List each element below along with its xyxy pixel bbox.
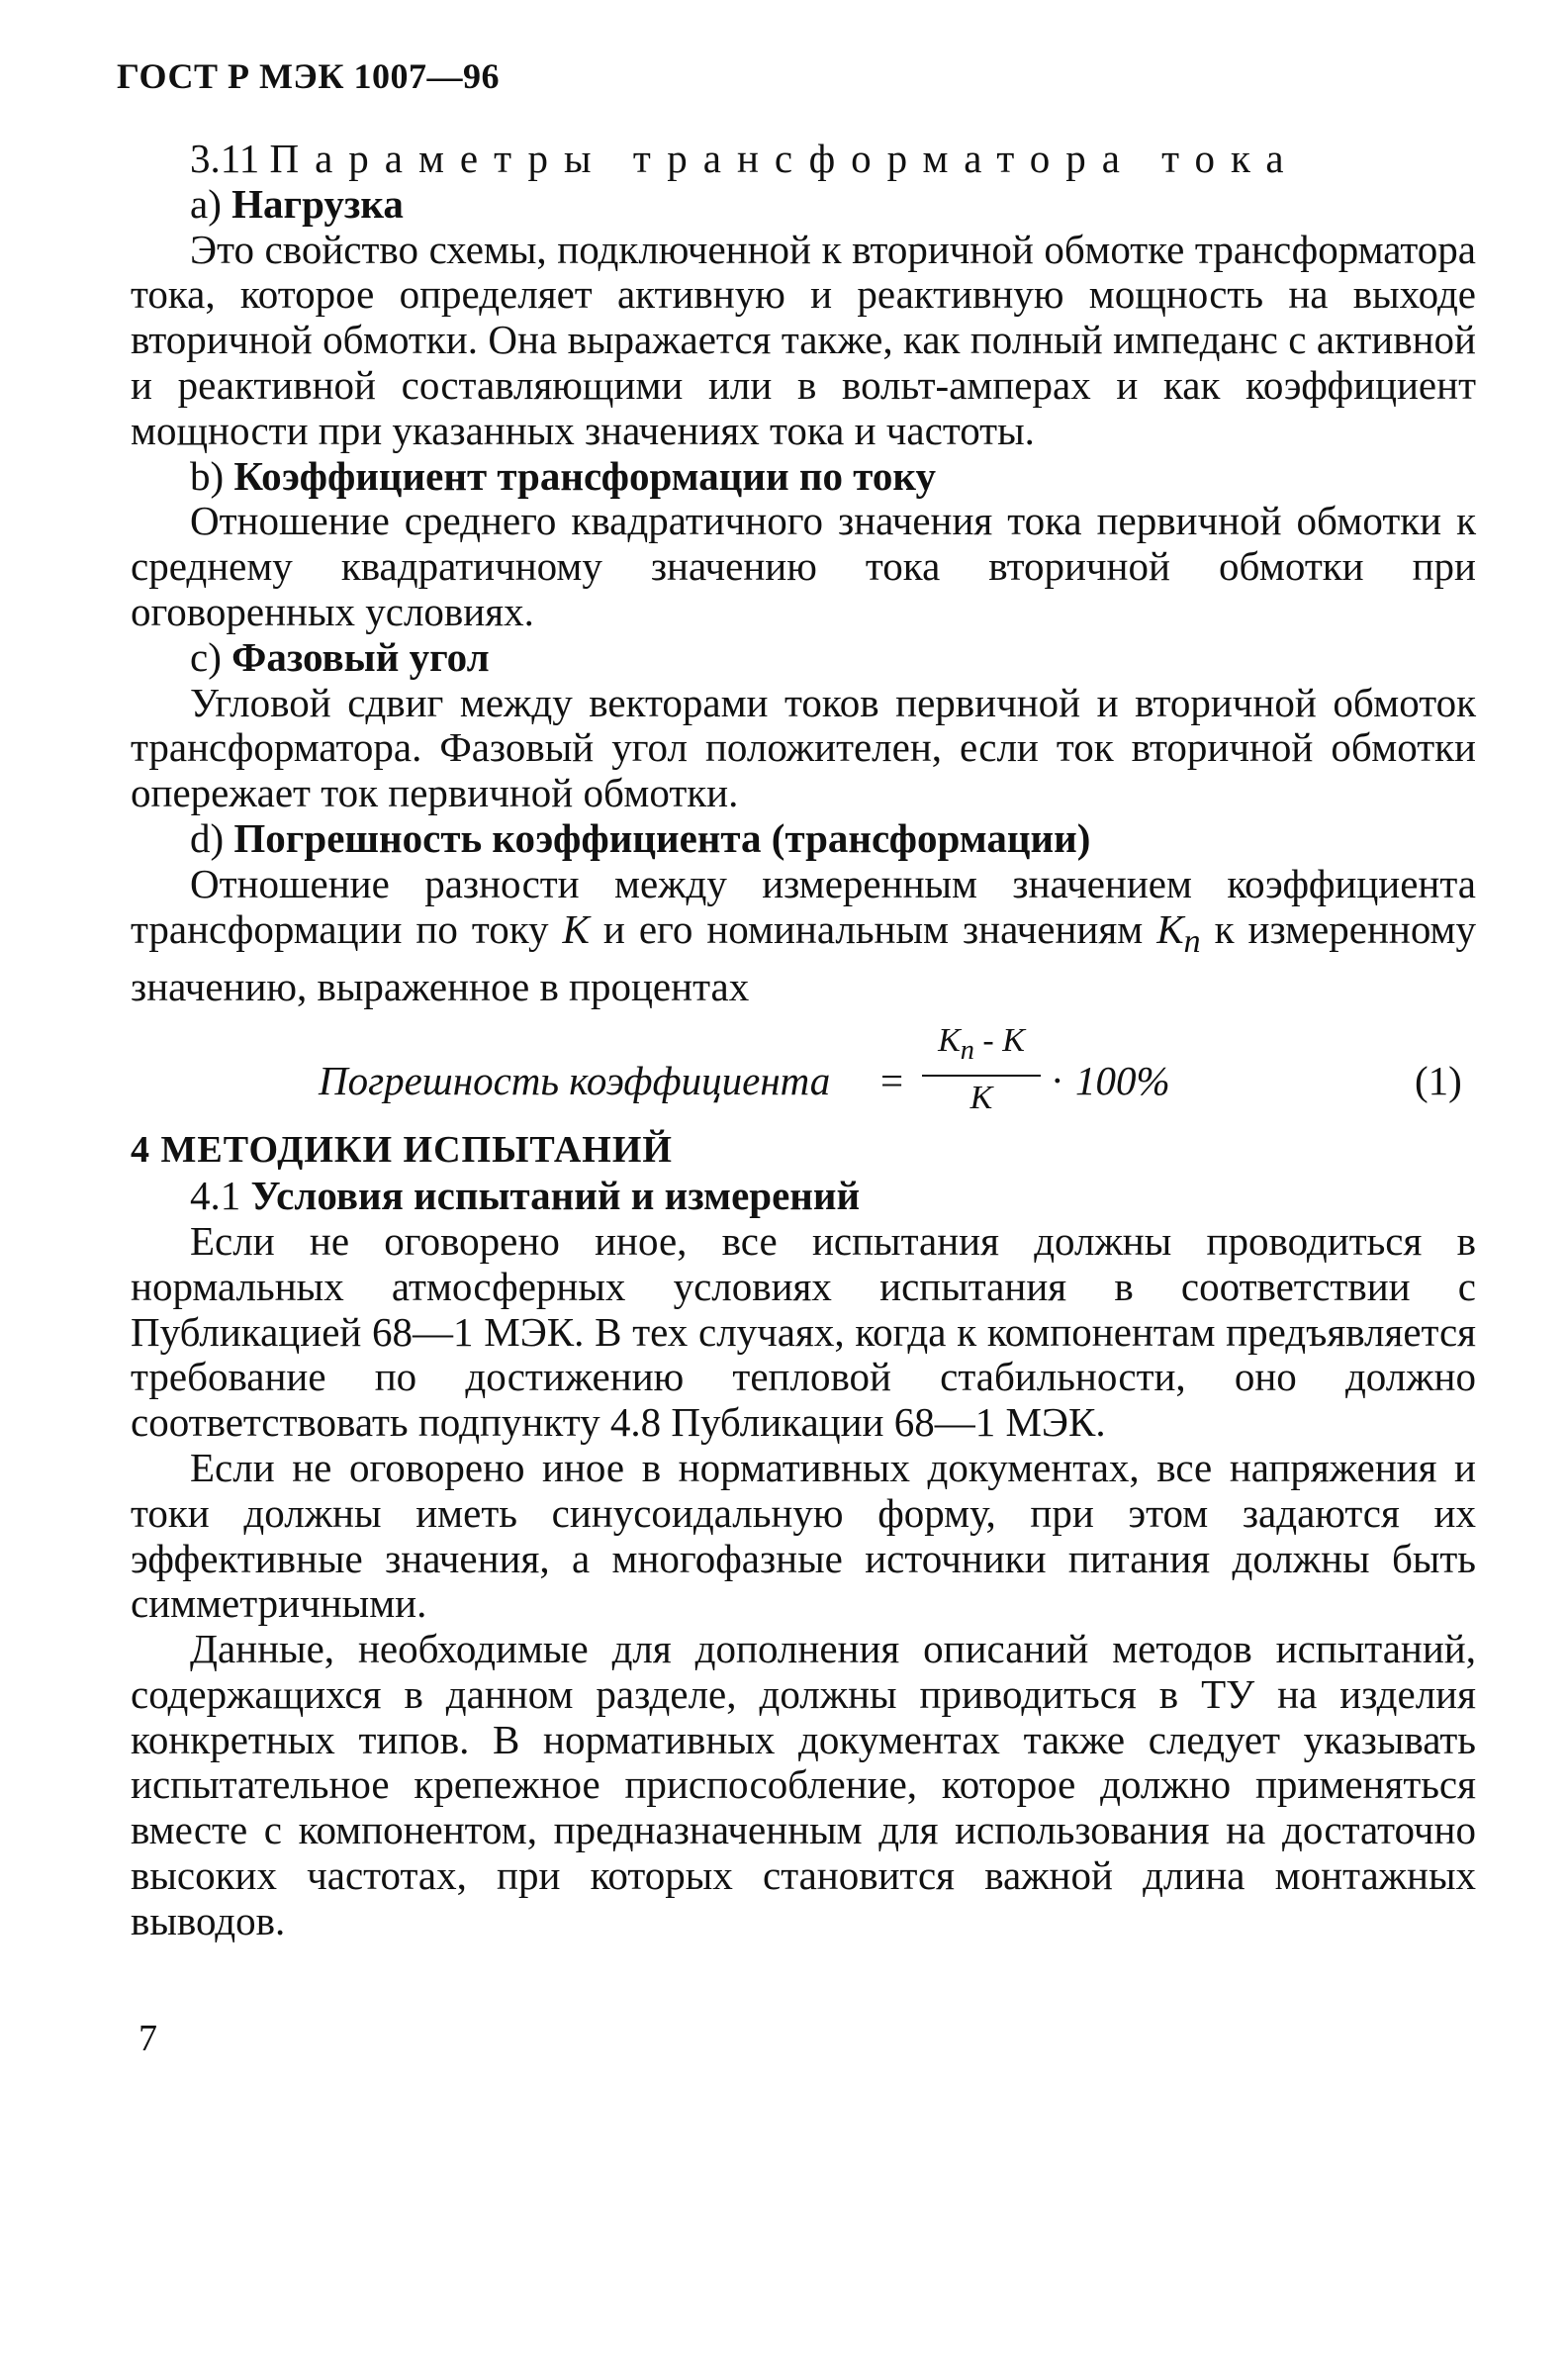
item-title: Коэффициент трансформации по току [233,452,936,499]
item-b-text: Отношение среднего квадратичного значения тока первичной обмотки к среднему квадратичному значению тока вторичной обмотки при оговоренных условиях. [131,498,1476,634]
item-c-text: Угловой сдвиг между векторами токов первичной и вторичной обмоток трансформатора. Фазовый угол положителен, если ток вторичной обмотки опережает ток первичной обмотки. [131,679,1476,816]
section-4-1-paragraph-2: Если не оговорено иное в нормативных документах, все напряжения и токи должны иметь синусоидальную форму, при этом задаются их эффективные значения, а многофазные источники питания должны быть симметричными. [131,1444,1476,1627]
numerator-rest: - K [973,1022,1025,1060]
text-fragment: Отношение разности между измеренным значением коэффициента трансформации по току [131,860,1476,952]
item-label: b) [190,452,225,499]
item-label: a) [190,180,222,227]
section-4-1-paragraph-1: Если не оговорено иное, все испытания должны проводиться в нормальных атмосферных условиях испытания в соответствии с Публикацией 68—1 МЭК. В тех случаях, когда к компонентам предъявляется требование по достижению тепловой стабильности, оно должно соответствовать подпункту 4.8 Публикации 68—1 МЭК. [131,1217,1476,1446]
subsection-title: Условия испытаний и измерений [250,1173,861,1219]
variable-subscript: n [1183,922,1201,960]
formula-number: (1) [1415,1058,1462,1104]
subsection-number: 4.1 [190,1173,241,1219]
item-title: Фазовый угол [231,633,490,680]
section-3-11-title [131,137,1476,182]
page-number: 7 [138,2018,157,2059]
variable-k: K [562,905,590,952]
section-4-1-paragraph-3: Данные, необходимые для дополнения описаний методов испытаний, содержащихся в данном разделе, должны приводиться в ТУ на изделия конкретных типов. В нормативных документах также следует указывать испытательное крепежное приспособление, которое должно применяться вместе с компонентом, предназначенным для использования на достаточно высоких частотах, при которых становится важной длина монтажных выводов. [131,1626,1476,1943]
section-4-title: 4 МЕТОДИКИ ИСПЫТАНИЙ [131,1129,673,1172]
item-d-heading [131,816,1476,862]
variable-k-letter: K [1156,905,1184,952]
item-d-text [131,862,1476,1010]
formula-lhs: Погрешность коэффициента [319,1058,831,1104]
document-body [131,137,1476,1944]
section-number: 3.11 [190,136,260,181]
item-c-heading [131,635,1476,681]
formula-denominator: K [969,1080,993,1117]
formula-equals: = [880,1058,904,1104]
item-label: d) [190,814,225,861]
formula-multiply: · [1051,1058,1064,1104]
text-fragment: и его номинальным значениям [589,905,1157,952]
item-a-heading [131,182,1476,228]
numerator-k: K [938,1022,961,1060]
formula-numerator [922,1019,1041,1077]
text-fragment: к измеренному значению, выраженное в процентах [131,905,1476,1009]
item-a-text: Это свойство схемы, подключенной к вторичной обмотке трансформатора тока, которое определяет активную и реактивную мощность на выходе вторичной обмотки. Она выражается также, как полный импеданс с активной и реактивной составляющими или в вольт-амперах и как коэффициент мощности при указанных значениях тока и частоты. [131,226,1476,453]
item-title: Нагрузка [231,180,404,227]
numerator-subscript: n [960,1035,974,1067]
formula-fraction [922,1019,1041,1120]
section-title: Параметры трансформатора тока [269,136,1300,181]
section-4-1-heading [131,1174,1476,1219]
formula-1 [131,1019,1476,1128]
item-label: c) [190,633,222,680]
document-header: ГОСТ Р МЭК 1007—96 [117,56,500,96]
item-title: Погрешность коэффициента (трансформации) [233,814,1091,861]
variable-kn [1156,905,1201,960]
formula-percent: 100% [1075,1058,1170,1104]
item-b-heading [131,454,1476,500]
